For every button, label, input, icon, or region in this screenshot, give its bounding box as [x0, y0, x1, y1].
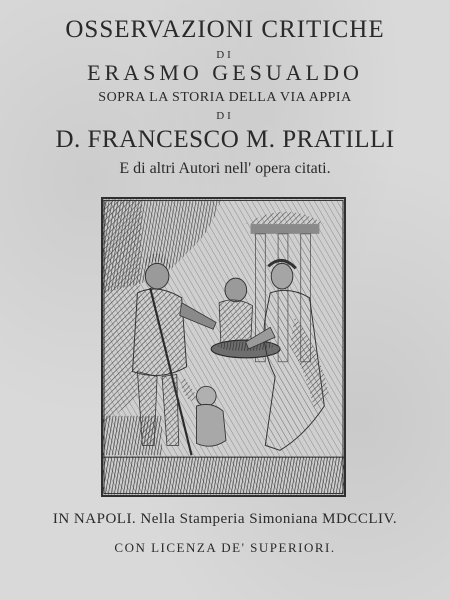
author-name: ERASMO GESUALDO [87, 60, 363, 85]
subject-author: D. FRANCESCO M. PRATILLI [55, 126, 395, 153]
imprint-line: IN NAPOLI. Nella Stamperia Simoniana MDCCLIV. [52, 511, 398, 527]
di-line-2: DI [216, 110, 234, 122]
license-line: CON LICENZA DE' SUPERIORI. [114, 540, 336, 555]
engraving-illustration [101, 197, 346, 497]
di-line-1: DI [216, 49, 234, 61]
others-line: E di altri Autori nell' opera citati. [119, 160, 331, 177]
book-title: OSSERVAZIONI CRITICHE [65, 16, 385, 43]
subtitle: SOPRA LA STORIA DELLA VIA APPIA [98, 90, 352, 105]
engraving-svg [103, 199, 344, 495]
